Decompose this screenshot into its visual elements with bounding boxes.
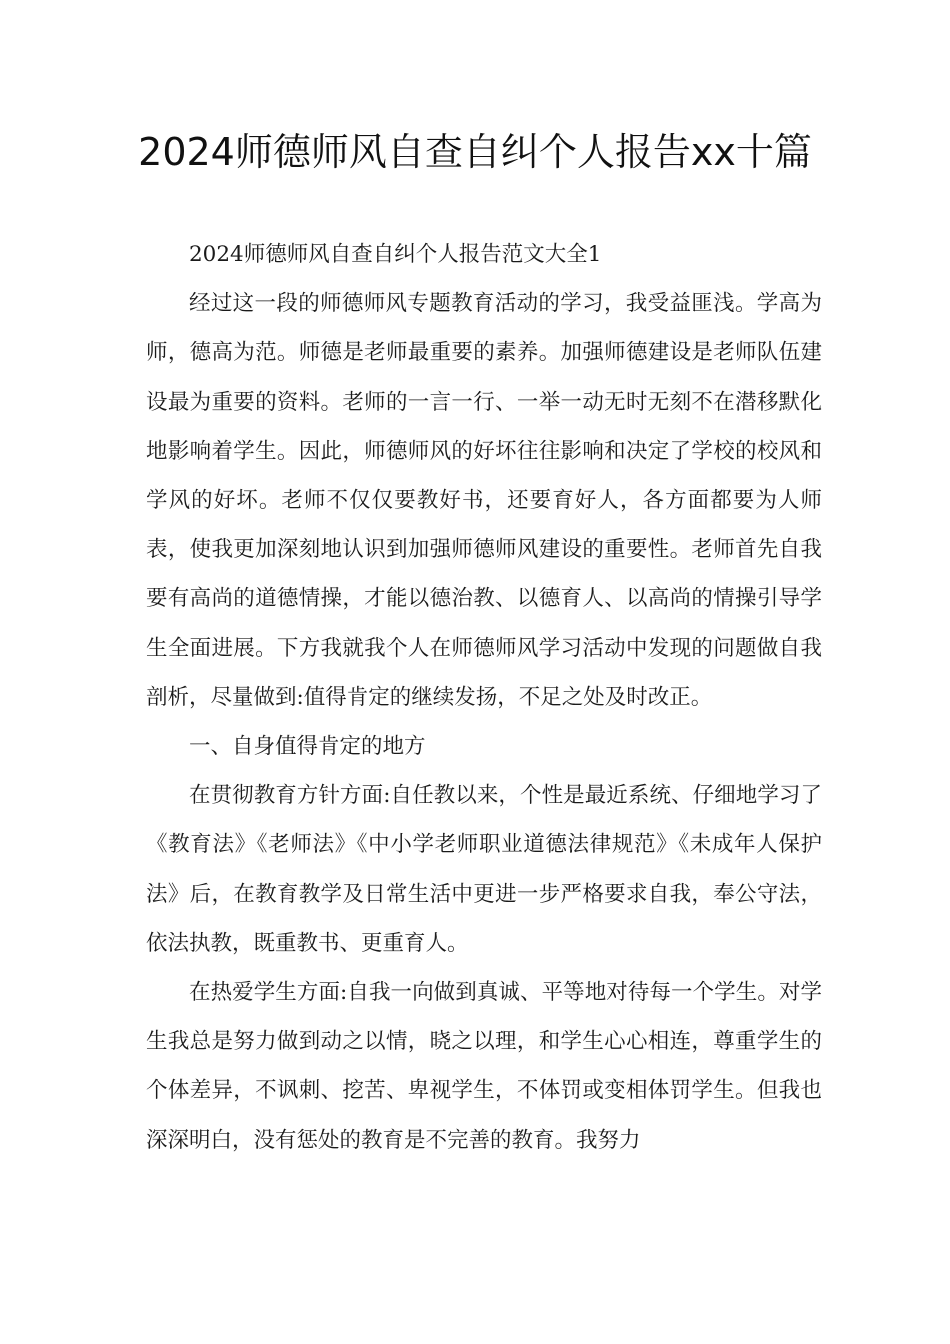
document-title: 2024师德师风自查自纠个人报告xx十篇 [138,130,812,174]
paragraph-education-policy: 在贯彻教育方针方面:自任教以来，个性是最近系统、仔细地学习了《教育法》《老师法》《中小学老师职业道德法律规范》《未成年人保护法》后，在教育教学及日常生活中更进一步严格要求自我，奉公守法，依法执教，既重教书、更重育人。 [146,783,822,956]
paragraph-intro: 经过这一段的师德师风专题教育活动的学习，我受益匪浅。学高为师，德高为范。师德是老师最重要的素养。加强师德建设是老师队伍建设最为重要的资料。老师的一言一行、一举一动无时无刻不在潜移默化地影响着学生。因此，师德师风的好坏往往影响和决定了学校的校风和学风的好坏。老师不仅仅要教好书，还要育好人，各方面都要为人师表，使我更加深刻地认识到加强师德师风建设的重要性。老师首先自我要有高尚的道德情操，才能以德治教、以德育人、以高尚的情操引导学生全面进展。下方我就我个人在师德师风学习活动中发现的问题做自我剖析，尽量做到:值得肯定的继续发扬，不足之处及时改正。 [146,291,822,710]
section-heading: 一、自身值得肯定的地方 [189,734,426,760]
section-subtitle: 2024师德师风自查自纠个人报告范文大全1 [189,242,602,267]
document-body [146,230,822,1165]
paragraph-caring-students: 在热爱学生方面:自我一向做到真诚、平等地对待每一个学生。对学生我总是努力做到动之以情，晓之以理，和学生心心相连，尊重学生的个体差异，不讽刺、挖苦、卑视学生，不体罚或变相体罚学生。但我也深深明白，没有惩处的教育是不完善的教育。我努力 [146,980,822,1153]
